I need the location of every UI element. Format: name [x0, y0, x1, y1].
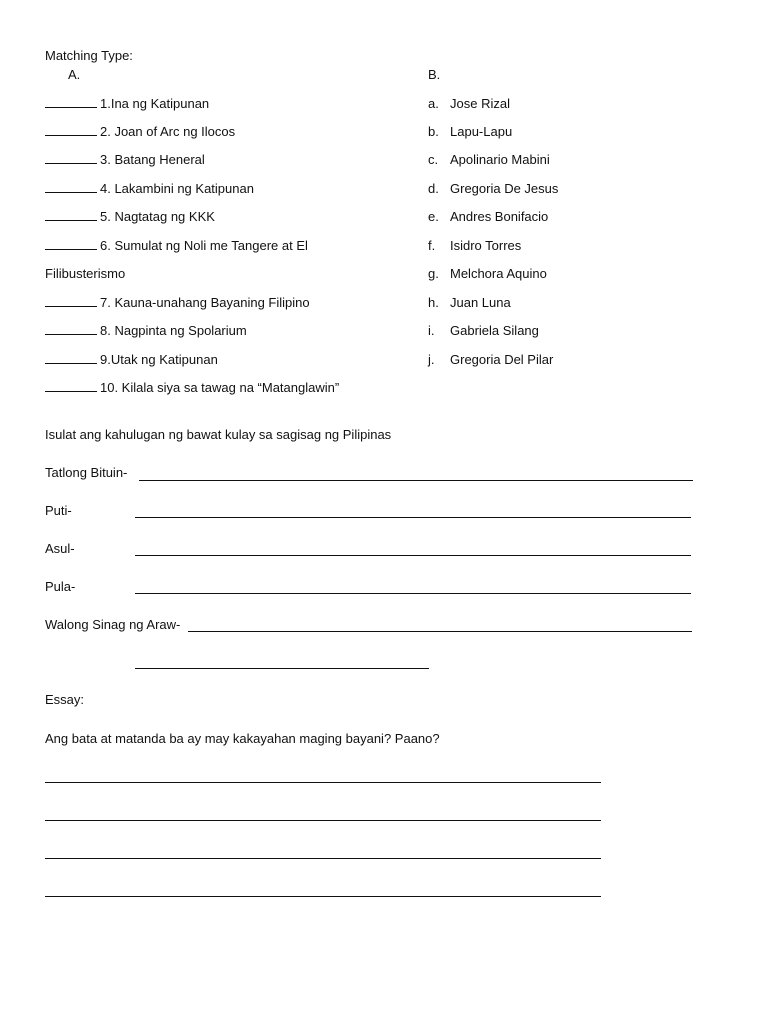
color-label-tatlong-bituin: Tatlong Bituin- — [45, 465, 128, 480]
choice-h — [428, 295, 511, 310]
choice-g — [428, 266, 547, 281]
matching-item-5 — [45, 209, 215, 224]
answer-blank[interactable] — [45, 353, 97, 364]
choice-name: Juan Luna — [450, 295, 511, 310]
matching-item-2 — [45, 124, 235, 139]
choice-name: Jose Rizal — [450, 96, 510, 111]
choice-name: Gregoria De Jesus — [450, 181, 559, 196]
answer-blank[interactable] — [45, 97, 97, 108]
choice-c — [428, 152, 550, 167]
answer-blank[interactable] — [45, 210, 97, 221]
matching-item-8 — [45, 323, 247, 338]
choice-letter: i. — [428, 323, 435, 338]
choice-name: Gabriela Silang — [450, 323, 539, 338]
color-label-walong-sinag: Walong Sinag ng Araw- — [45, 617, 181, 632]
choice-letter: f. — [428, 238, 436, 253]
answer-line[interactable] — [188, 631, 692, 632]
answer-line[interactable] — [139, 480, 693, 481]
choice-name: Gregoria Del Pilar — [450, 352, 554, 367]
answer-line[interactable] — [135, 668, 429, 669]
matching-item-3 — [45, 152, 205, 167]
answer-blank[interactable] — [45, 381, 97, 392]
choice-d — [428, 181, 558, 196]
answer-blank[interactable] — [45, 125, 97, 136]
matching-item-7 — [45, 295, 310, 310]
item-text: 3. Batang Heneral — [100, 152, 205, 167]
essay-question: Ang bata at matanda ba ay may kakayahan maging bayani? Paano? — [45, 731, 440, 746]
item-text: 4. Lakambini ng Katipunan — [100, 181, 254, 196]
item-text: 8. Nagpinta ng Spolarium — [100, 323, 247, 338]
colors-instruction: Isulat ang kahulugan ng bawat kulay sa sagisag ng Pilipinas — [45, 427, 392, 442]
choice-name: Apolinario Mabini — [450, 152, 550, 167]
choice-name: Isidro Torres — [450, 238, 522, 253]
color-label-asul: Asul- — [45, 541, 75, 556]
choice-a — [428, 96, 510, 111]
answer-line[interactable] — [135, 593, 691, 594]
matching-heading: Matching Type: — [45, 48, 133, 63]
matching-item-6-continuation: Filibusterismo — [45, 266, 126, 281]
item-text: 6. Sumulat ng Noli me Tangere at El — [100, 238, 308, 253]
choice-letter: h. — [428, 295, 439, 310]
item-text: 2. Joan of Arc ng Ilocos — [100, 124, 236, 139]
choice-letter: c. — [428, 152, 439, 167]
choice-name: Andres Bonifacio — [450, 209, 549, 224]
essay-answer-line[interactable] — [45, 782, 601, 783]
matching-item-1 — [45, 96, 209, 111]
answer-line[interactable] — [135, 517, 691, 518]
choice-letter: d. — [428, 181, 439, 196]
choice-letter: a. — [428, 96, 439, 111]
item-text: 1.Ina ng Katipunan — [100, 96, 210, 111]
matching-item-9 — [45, 352, 218, 367]
choice-name: Lapu-Lapu — [450, 124, 513, 139]
column-b-label: B. — [428, 67, 441, 82]
choice-letter: j. — [428, 352, 435, 367]
choice-name: Melchora Aquino — [450, 266, 547, 281]
matching-item-10 — [45, 380, 339, 395]
item-text: 7. Kauna-unahang Bayaning Filipino — [100, 295, 310, 310]
essay-answer-line[interactable] — [45, 896, 601, 897]
choice-i — [428, 323, 539, 338]
color-label-puti: Puti- — [45, 503, 72, 518]
choice-letter: b. — [428, 124, 439, 139]
essay-answer-line[interactable] — [45, 820, 601, 821]
item-text: 9.Utak ng Katipunan — [100, 352, 218, 367]
choice-j — [428, 352, 553, 367]
choice-letter: e. — [428, 209, 439, 224]
answer-blank[interactable] — [45, 153, 97, 164]
item-text: 10. Kilala siya sa tawag na “Matanglawin” — [100, 380, 340, 395]
column-a-label: A. — [68, 67, 81, 82]
matching-item-6 — [45, 238, 308, 253]
choice-e — [428, 209, 548, 224]
answer-blank[interactable] — [45, 182, 97, 193]
answer-blank[interactable] — [45, 239, 97, 250]
item-text: 5. Nagtatag ng KKK — [100, 209, 215, 224]
matching-item-4 — [45, 181, 254, 196]
essay-answer-line[interactable] — [45, 858, 601, 859]
choice-letter: g. — [428, 266, 439, 281]
essay-heading: Essay: — [45, 692, 85, 707]
choice-f — [428, 238, 521, 253]
answer-blank[interactable] — [45, 324, 97, 335]
answer-line[interactable] — [135, 555, 691, 556]
choice-b — [428, 124, 512, 139]
answer-blank[interactable] — [45, 296, 97, 307]
color-label-pula: Pula- — [45, 579, 76, 594]
